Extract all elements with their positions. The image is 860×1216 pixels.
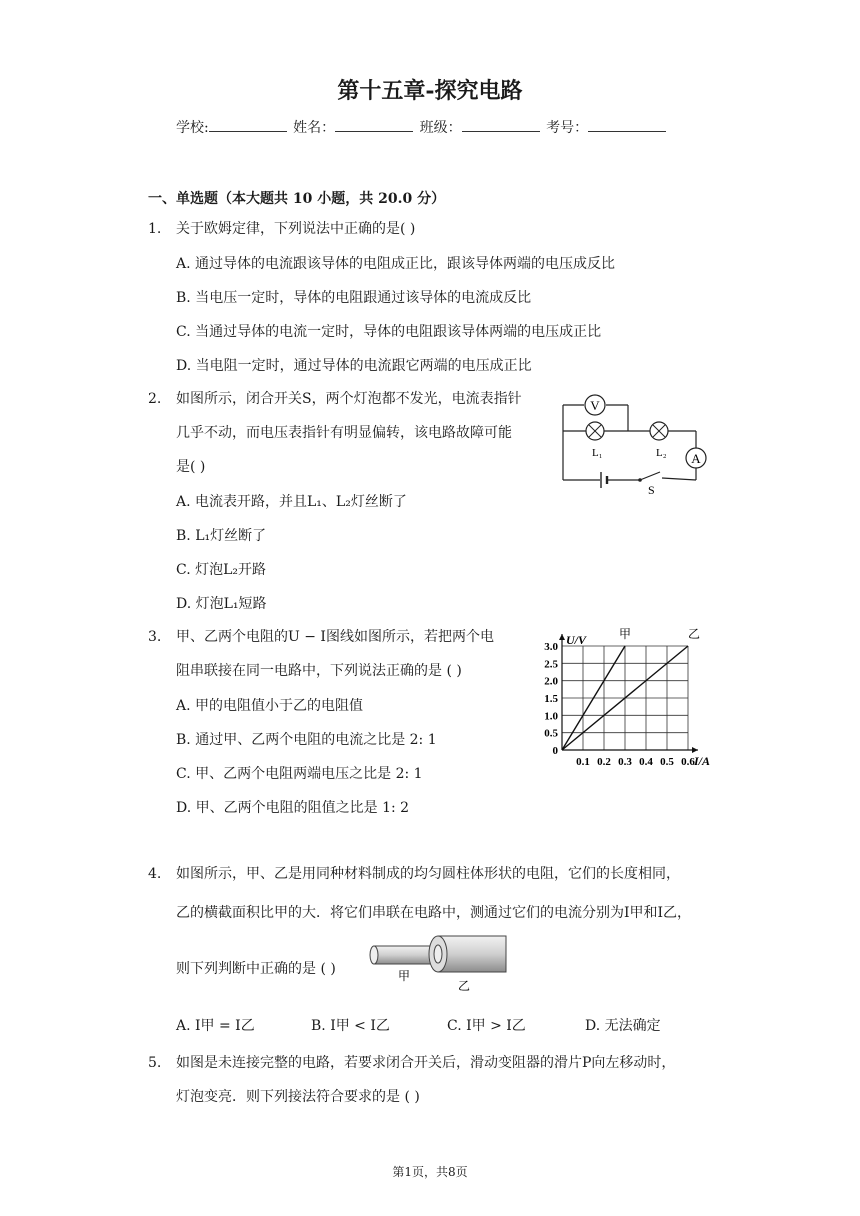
question-text: 如图所示，甲、乙是用同种材料制成的均匀圆柱体形状的电阻，它们的长度相同， — [176, 866, 680, 882]
ui-graph — [530, 622, 711, 772]
q4-option-b: B. I甲 < I乙 — [311, 1018, 390, 1034]
x-axis-label: I/A — [694, 754, 711, 768]
question-text: 如图所示，闭合开关S，两个灯泡都不发光，电流表指针 — [176, 391, 522, 407]
y-axis-arrow-icon — [559, 634, 565, 640]
page-title: 第十五章-探究电路 — [337, 78, 523, 104]
q2-option-d: D. 灯泡L₁短路 — [176, 596, 267, 612]
question-number: 2. — [148, 391, 162, 407]
question-2-stem — [148, 389, 522, 409]
school-blank[interactable] — [209, 119, 287, 132]
section-heading: 一、单选题（本大题共 10 小题，共 20.0 分） — [148, 191, 446, 207]
x-tick-label: 0.3 — [618, 756, 632, 768]
question-number: 4. — [148, 866, 162, 882]
svg-text:V: V — [590, 398, 600, 413]
question-text: 关于欧姆定律，下列说法中正确的是( ) — [176, 221, 416, 237]
x-axis-arrow-icon — [692, 747, 698, 753]
q2-option-c: C. 灯泡L₂开路 — [176, 562, 267, 578]
exam-no-blank[interactable] — [588, 119, 666, 132]
page-footer: 第1页，共8页 — [392, 1165, 468, 1179]
y-tick-label: 3.0 — [544, 641, 558, 653]
x-tick-label: 0.5 — [660, 756, 674, 768]
switch-label: S — [648, 483, 655, 497]
question-5-stem — [148, 1053, 675, 1073]
question-5-line2: 灯泡变亮．则下列接法符合要求的是 ( ) — [176, 1089, 420, 1105]
question-4-stem — [148, 864, 680, 884]
question-2-line3: 是( ) — [176, 459, 206, 475]
question-number: 5. — [148, 1055, 162, 1071]
q1-option-d: D. 当电阻一定时，通过导体的电流跟它两端的电压成正比 — [176, 358, 532, 374]
question-number: 3. — [148, 629, 162, 645]
q1-option-a: A. 通过导体的电流跟该导体的电阻成正比，跟该导体两端的电压成反比 — [176, 256, 616, 272]
l2-label: L₂ — [656, 447, 667, 459]
class-label: 班级： — [419, 120, 462, 136]
cylinder-jia-icon — [370, 946, 438, 964]
battery-icon — [601, 472, 607, 488]
class-blank[interactable] — [462, 119, 540, 132]
y-tick-label: 0.5 — [544, 727, 558, 740]
question-4-line2: 乙的横截面积比甲的大．将它们串联在电路中，测通过它们的电流分别为I甲和I乙， — [176, 905, 692, 921]
q3-option-a: A. 甲的电阻值小于乙的电阻值 — [176, 698, 364, 714]
yi-label: 乙 — [458, 979, 471, 993]
q4-option-c: C. I甲 > I乙 — [447, 1018, 526, 1034]
q3-option-d: D. 甲、乙两个电阻的阻值之比是 1: 2 — [176, 800, 410, 816]
name-label: 姓名： — [293, 120, 336, 136]
exam-no-label: 考号： — [546, 120, 589, 136]
q4-option-a: A. I甲 = I乙 — [176, 1018, 255, 1034]
x-tick-label: 0.4 — [639, 756, 653, 768]
series-label-yi: 乙 — [687, 627, 701, 641]
x-tick-label: 0.1 — [576, 756, 590, 768]
q1-option-b: B. 当电压一定时，导体的电阻跟通过该导体的电流成反比 — [176, 290, 532, 306]
question-3-stem — [148, 627, 494, 647]
q1-option-c: C. 当通过导体的电流一定时，导体的电阻跟该导体两端的电压成正比 — [176, 324, 602, 340]
question-text: 甲、乙两个电阻的U − I图线如图所示，若把两个电 — [176, 629, 494, 645]
jia-label: 甲 — [398, 969, 411, 983]
y-tick-label: 2.0 — [544, 675, 558, 688]
question-1-stem — [148, 219, 415, 239]
ammeter-icon — [686, 448, 706, 468]
school-label: 学校: — [176, 120, 209, 136]
q4-option-d: D. 无法确定 — [585, 1018, 661, 1034]
y-tick-label: 1.0 — [544, 710, 558, 723]
question-4-line3: 则下列判断中正确的是 ( ) — [176, 961, 336, 977]
x-tick-label: 0.2 — [597, 756, 611, 768]
lamp-l1-icon — [586, 422, 604, 440]
voltmeter-icon — [585, 395, 605, 415]
lamp-l2-icon — [650, 422, 668, 440]
question-2-line2: 几乎不动，而电压表指针有明显偏转，该电路故障可能 — [176, 425, 512, 441]
q3-option-b: B. 通过甲、乙两个电阻的电流之比是 2: 1 — [176, 732, 437, 748]
q2-option-a: A. 电流表开路，并且L₁、L₂灯丝断了 — [176, 494, 407, 510]
y-tick-label: 1.5 — [544, 693, 558, 705]
q3-option-c: C. 甲、乙两个电阻两端电压之比是 2: 1 — [176, 766, 423, 782]
student-info-line — [176, 117, 668, 137]
question-number: 1. — [148, 221, 162, 237]
cylinder-figure — [366, 934, 516, 994]
switch-pivot-icon — [638, 478, 642, 482]
question-text: 如图是未连接完整的电路，若要求闭合开关后，滑动变阻器的滑片P向左移动时， — [176, 1055, 676, 1071]
q2-option-b: B. L₁灯丝断了 — [176, 528, 267, 544]
cylinder-yi-icon — [429, 936, 506, 972]
x-tick-label: 0.6 — [681, 756, 695, 768]
y-tick-label: 0 — [552, 745, 558, 757]
y-axis-label: U/V — [566, 633, 587, 647]
l1-label: L₁ — [592, 447, 603, 459]
circuit-diagram — [558, 390, 718, 498]
question-3-line2: 阻串联接在同一电路中，下列说法正确的是 ( ) — [176, 663, 462, 679]
y-tick-label: 2.5 — [544, 658, 558, 671]
svg-text:A: A — [691, 451, 701, 466]
series-label-jia: 甲 — [618, 627, 632, 641]
name-blank[interactable] — [335, 119, 413, 132]
